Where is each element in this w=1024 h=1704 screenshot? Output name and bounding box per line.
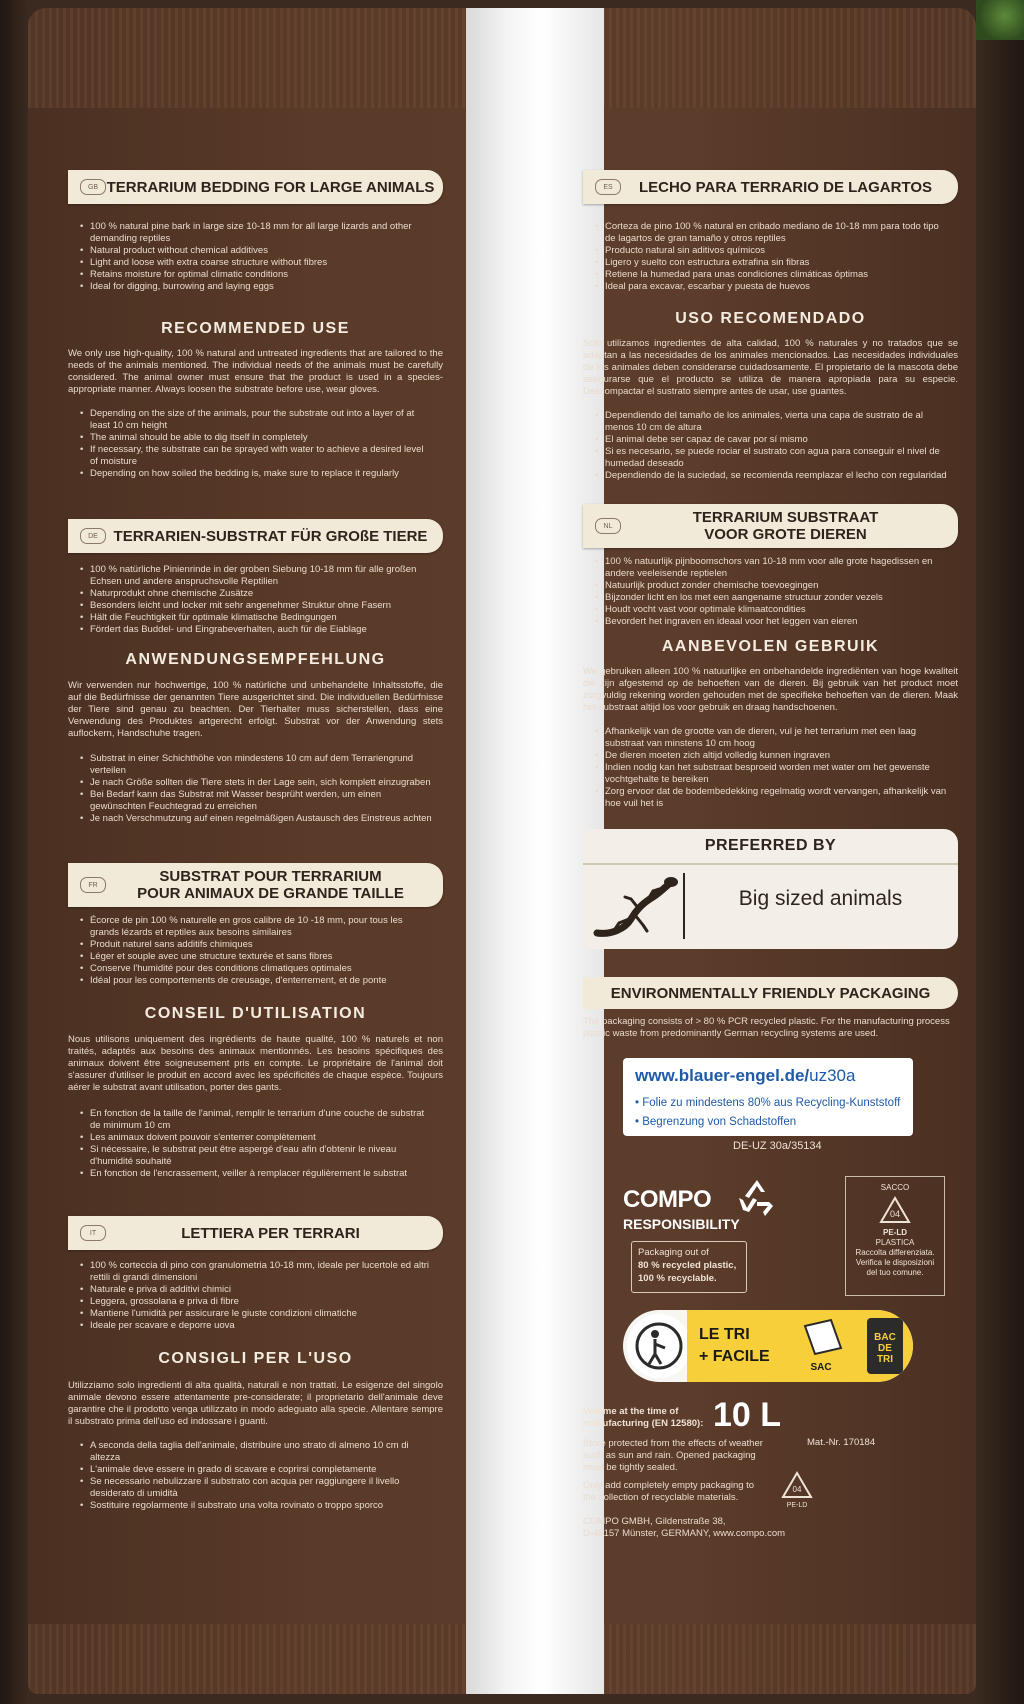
flag-de: DE xyxy=(80,528,106,544)
triman-label xyxy=(623,1310,913,1382)
list-item: • Mantiene l'umidità per assicurare le giuste condizioni climatiche xyxy=(78,1308,433,1320)
section-title xyxy=(106,868,443,902)
list-item: • Sostituire regolarmente il substrato una volta rovinato o troppo sporco xyxy=(78,1500,433,1512)
list-item: • Les animaux doivent pouvoir s'enterrer complètement xyxy=(78,1132,433,1144)
usage-text-fr: Nous utilisons uniquement des ingrédients de haute qualité, 100 % naturels et non traités, adaptés aux besoins des animaux mentionnés. Les besoins spécifiques des animaux doivent être soigneusement pris en compte. Le propriétaire de l'animal doit s'assurer d'utiliser le produit en accord avec les spécificités de chaque espèce. Toujours aérer le substrat avant utilisation, porter des gants. xyxy=(68,1034,443,1093)
subheading-fr: CONSEIL D'UTILISATION xyxy=(144,1005,367,1022)
list-item: • Ligero y suelto con estructura extrafina sin fibras xyxy=(593,257,948,269)
list-item: • Producto natural sin aditivos químicos xyxy=(593,245,948,257)
plastica-label: PLASTICA xyxy=(875,1238,915,1247)
triman-icon xyxy=(627,1314,691,1378)
url-suffix: uz30a xyxy=(809,1066,856,1085)
address-line-1: COMPO GMBH, Gildenstraße 38, xyxy=(583,1516,726,1527)
preferred-by-title: PREFERRED BY xyxy=(583,829,958,865)
list-item: • Bevordert het ingraven en ideaal voor het leggen van eieren xyxy=(593,616,948,628)
list-item: • Idéal pour les comportements de creusage, d'enterrement, et de ponte xyxy=(78,975,433,987)
list-item: • Leggera, grossolana e priva di fibre xyxy=(78,1296,433,1308)
lizard-icon xyxy=(591,873,681,939)
volume-label-line-2: manufacturing (EN 12580): xyxy=(583,1418,704,1429)
compo-responsibility-text: RESPONSIBILITY xyxy=(623,1216,740,1232)
list-item: • Afhankelijk van de grootte van de dieren, vul je het terrarium met een laag substraat van minstens 10 cm hoog xyxy=(593,726,948,750)
flag-gb: GB xyxy=(80,179,106,195)
pe-ld-label: PE-LD xyxy=(786,1502,808,1509)
list-item: • 100 % corteccia di pino con granulometria 10-18 mm, ideale per lucertole ed altri rettili di grandi dimensioni xyxy=(78,1260,433,1284)
resin-code: 04 xyxy=(792,1485,802,1494)
list-item: • Corteza de pino 100 % natural en cribado mediano de 10-18 mm para todo tipo de lagartos de gran tamaño y otros reptiles xyxy=(593,221,948,245)
resin-code: 04 xyxy=(889,1209,901,1219)
usage-list-de xyxy=(78,753,433,825)
list-item: • Retains moisture for optimal climatic conditions xyxy=(78,269,433,281)
info-line-2: 80 % recycled plastic, xyxy=(638,1260,737,1271)
blauer-engel-url xyxy=(635,1066,855,1086)
blauer-engel-box xyxy=(623,1058,913,1136)
preferred-by-text: Big sized animals xyxy=(738,887,903,910)
list-item: • Light and loose with extra coarse structure without fibres xyxy=(78,257,433,269)
info-line-1: Packaging out of xyxy=(638,1247,709,1258)
list-item: • Fördert das Buddel- und Eingrabeverhalten, auch für die Eiablage xyxy=(78,624,433,636)
le-tri-text xyxy=(699,1324,770,1368)
bac-line-1: BAC xyxy=(874,1332,896,1343)
pe-ld-label: PE-LD xyxy=(883,1228,907,1237)
section-header-de xyxy=(68,519,443,553)
feature-list-fr xyxy=(78,915,433,987)
usage-list-it xyxy=(78,1440,433,1512)
compo-responsibility-logo xyxy=(623,1176,763,1236)
list-item: • Indien nodig kan het substraat besproeid worden met water om het gewenste vochtgehalte te bereiken xyxy=(593,762,948,786)
usage-text-it: Utilizziamo solo ingredienti di alta qualità, naturali e non trattati. Le esigenze del singolo animale devono essere attentamente pre-considerate; il proprietario dell'animale deve garantire che il prodotto venga utilizzato in modo adeguato alla specie. Allentare sempre il substrato prima dell'uso ed indossare i guanti. xyxy=(68,1380,443,1427)
volume-label xyxy=(583,1406,703,1430)
feature-list-es xyxy=(593,221,948,293)
compo-packaging-info xyxy=(631,1241,747,1293)
list-item: • En fonction de la taille de l'animal, remplir le terrarium d'une couche de substrat de minimum 10 cm xyxy=(78,1108,433,1132)
section-title xyxy=(621,509,958,543)
list-item: • Besonders leicht und locker mit sehr angenehmer Struktur ohne Fasern xyxy=(78,600,433,612)
list-item: • Dependiendo de la suciedad, se recomienda reemplazar el lecho con regularidad xyxy=(593,470,948,482)
feature-list-nl xyxy=(593,556,948,628)
list-item: • Depending on the size of the animals, pour the substrate out into a layer of at least 10 cm height xyxy=(78,408,433,432)
list-item: • 100 % natural pine bark in large size 10-18 mm for all large lizards and other demanding reptiles xyxy=(78,221,433,245)
list-item: • Folie zu mindestens 80% aus Recycling-Kunststoff xyxy=(635,1094,900,1113)
list-item: • En fonction de l'encrassement, veiller à remplacer régulièrement le substrat xyxy=(78,1168,433,1180)
flag-nl: NL xyxy=(595,518,621,534)
list-item: • Je nach Verschmutzung auf einen regelmäßigen Austausch des Einstreus achten xyxy=(78,813,433,825)
env-packaging-text: The packaging consists of > 80 % PCR recycled plastic. For the manufacturing process plastic waste from predominantly German recycling systems are used. xyxy=(583,1016,950,1039)
list-item: • Ideal for digging, burrowing and laying eggs xyxy=(78,281,433,293)
list-item: • De dieren moeten zich altijd volledig kunnen ingraven xyxy=(593,750,948,762)
sacco-recycling-box xyxy=(845,1176,945,1296)
list-item: • Ideale per scavare e deporre uova xyxy=(78,1320,433,1332)
recycle-icon xyxy=(735,1176,779,1220)
recycle-triangle-icon xyxy=(878,1195,912,1225)
subheading-es: USO RECOMENDADO xyxy=(675,310,866,327)
volume-label-line-1: Volume at the time of xyxy=(583,1406,679,1417)
list-item: • Houdt vocht vast voor optimale klimaatcondities xyxy=(593,604,948,616)
list-item: • Hält die Feuchtigkeit für optimale klimatische Bedingungen xyxy=(78,612,433,624)
subheading-it: CONSIGLI PER L'USO xyxy=(158,1350,353,1367)
blauer-engel-code: DE-UZ 30a/35134 xyxy=(733,1140,822,1152)
bac-line-2: DE xyxy=(878,1343,892,1354)
address-line-2: D-48157 Münster, GERMANY, www.compo.com xyxy=(583,1528,786,1539)
list-item: • Zorg ervoor dat de bodembedekking regelmatig wordt vervangen, afhankelijk van hoe vuil het is xyxy=(593,786,948,810)
material-number: Mat.-Nr. 170184 xyxy=(807,1437,876,1448)
plant-leaves xyxy=(976,0,1024,40)
list-item: • Si es necesario, se puede rociar el sustrato con agua para conseguir el nivel de humedad deseado xyxy=(593,446,948,470)
section-title: LECHO PARA TERRARIO DE LAGARTOS xyxy=(638,178,933,196)
list-item: • A seconda della taglia dell'animale, distribuire uno strato di almeno 10 cm di altezza xyxy=(78,1440,433,1464)
url-main: www.blauer-engel.de/ xyxy=(635,1066,810,1085)
sac-icon xyxy=(795,1318,847,1374)
sacco-note-2: Verifica le disposizioni xyxy=(855,1258,935,1267)
preferred-by-box xyxy=(583,829,958,949)
usage-list-nl xyxy=(593,726,948,810)
le-tri-line-1: LE TRI xyxy=(699,1326,750,1343)
section-header-it xyxy=(68,1216,443,1250)
usage-list-es xyxy=(593,410,948,482)
title-line-2: VOOR GROTE DIEREN xyxy=(704,526,867,543)
title-line-1: SUBSTRAT POUR TERRARIUM xyxy=(159,868,382,885)
title-line-2: POUR ANIMAUX DE GRANDE TAILLE xyxy=(137,885,404,902)
list-item: • Ideal para excavar, escarbar y puesta de huevos xyxy=(593,281,948,293)
list-item: • El animal debe ser capaz de cavar por sí mismo xyxy=(593,434,948,446)
subheading-de: ANWENDUNGSEMPFEHLUNG xyxy=(125,651,386,668)
disposal-instructions: Only add completely empty packaging to the collection of recyclable materials. xyxy=(583,1480,755,1503)
list-item: • Conserve l'humidité pour des conditions climatiques optimales xyxy=(78,963,433,975)
feature-list-en xyxy=(78,221,433,293)
section-header-nl xyxy=(583,504,958,548)
flag-es: ES xyxy=(595,179,621,195)
usage-list-en xyxy=(78,408,433,480)
usage-text-nl: We gebruiken alleen 100 % natuurlijke en onbehandelde ingrediënten van hoge kwaliteit die zijn afgestemd op de behoeften van de dieren. Bij gebruik van het product moet zorgvuldig rekening worden gehouden met de specifieke behoeften van de dieren. Maak het substraat altijd los voor gebruik en draag handschoenen. xyxy=(583,666,958,713)
list-item: • Naturale e priva di additivi chimici xyxy=(78,1284,433,1296)
section-header-en xyxy=(68,170,443,204)
list-item: • Je nach Größe sollten die Tiere stets in der Lage sein, sich komplett einzugraben xyxy=(78,777,433,789)
bac-de-tri-icon xyxy=(867,1318,903,1374)
list-item: • Si nécessaire, le substrat peut être aspergé d'eau afin d'obtenir le niveau d'humidité souhaité xyxy=(78,1144,433,1168)
list-item: • Natuurlijk product zonder chemische toevoegingen xyxy=(593,580,948,592)
blauer-engel-list xyxy=(635,1094,900,1132)
list-item: • Naturprodukt ohne chemische Zusätze xyxy=(78,588,433,600)
section-title: LETTIERA PER TERRARI xyxy=(181,1224,360,1242)
list-item: • Produit naturel sans additifs chimiques xyxy=(78,939,433,951)
section-title: TERRARIEN-SUBSTRAT FÜR GROßE TIERE xyxy=(113,527,428,545)
sacco-note-3: del tuo comune. xyxy=(866,1268,924,1277)
divider xyxy=(683,873,685,939)
feature-list-it xyxy=(78,1260,433,1332)
list-item: • Dependiendo del tamaño de los animales, vierta una capa de sustrato de al menos 10 cm de altura xyxy=(593,410,948,434)
compo-wordmark: COMPO xyxy=(623,1186,712,1213)
sacco-label: SACCO xyxy=(880,1183,910,1192)
info-line-3: 100 % recyclable. xyxy=(638,1273,717,1284)
list-item: • Depending on how soiled the bedding is, make sure to replace it regularly xyxy=(78,468,433,480)
list-item: • Écorce de pin 100 % naturelle en gros calibre de 10 -18 mm, pour tous les grands lézards et reptiles aux besoins similaires xyxy=(78,915,433,939)
flag-it: IT xyxy=(80,1225,106,1241)
list-item: • L'animale deve essere in grado di scavare e coprirsi completamente xyxy=(78,1464,433,1476)
list-item: • Bei Bedarf kann das Substrat mit Wasser besprüht werden, um einen gewünschten Feuchtegrad zu erreichen xyxy=(78,789,433,813)
section-header-fr xyxy=(68,863,443,907)
bac-line-3: TRI xyxy=(876,1354,894,1365)
usage-text-es: Sólo utilizamos ingredientes de alta calidad, 100 % naturales y no tratados que se adaptan a las necesidades de los animales mencionados. Las necesidades individuales de los animales deben considerarse cuidadosamente. El propietario de la mascota debe asegurarse que el producto se utiliza de manera apropiada para su especie. Descompactar el sustrato siempre antes de usar, use guantes. xyxy=(583,338,958,397)
list-item: • Retiene la humedad para unas condiciones climáticas óptimas xyxy=(593,269,948,281)
env-packaging-header: ENVIRONMENTALLY FRIENDLY PACKAGING xyxy=(583,977,958,1009)
feature-list-de xyxy=(78,564,433,636)
flag-fr: FR xyxy=(80,877,106,893)
section-title: TERRARIUM BEDDING FOR LARGE ANIMALS xyxy=(106,178,435,196)
list-item: • Natural product without chemical additives xyxy=(78,245,433,257)
list-item: • If necessary, the substrate can be sprayed with water to achieve a desired level of moisture xyxy=(78,444,433,468)
list-item: • Substrat in einer Schichthöhe von mindestens 10 cm auf dem Terrariengrund verteilen xyxy=(78,753,433,777)
title-line-1: TERRARIUM SUBSTRAAT xyxy=(692,509,879,526)
background-right xyxy=(976,0,1024,1704)
usage-list-fr xyxy=(78,1108,433,1180)
background-left xyxy=(0,0,28,1704)
storage-instructions: Store protected from the effects of weather such as sun and rain. Opened packaging must be tightly sealed. xyxy=(583,1438,763,1473)
sacco-note-1: Raccolta differenziata. xyxy=(855,1248,935,1257)
pe-ld-recycle-icon xyxy=(779,1470,815,1510)
list-item: • Begrenzung von Schadstoffen xyxy=(635,1113,900,1132)
list-item: • Léger et souple avec une structure texturée et sans fibres xyxy=(78,951,433,963)
usage-text-de: Wir verwenden nur hochwertige, 100 % natürliche und unbehandelte Inhaltsstoffe, die auf die Bedürfnisse der genannten Tiere ausgerichtet sind. Die individuellen Bedürfnisse der Tiere sind genau zu beachten. Der Tierhalter muss sicherstellen, dass eine Verwendung des Produktes artgerecht erfolgt. Substrat vor der Anwendung stets auflockern, Handschuhe tragen. xyxy=(68,680,443,739)
list-item: • Bijzonder licht en los met een aangename structuur zonder vezels xyxy=(593,592,948,604)
subheading-en: RECOMMENDED USE xyxy=(161,320,350,337)
product-bag-back xyxy=(28,8,976,1694)
list-item: • 100 % natürliche Pinienrinde in der groben Siebung 10-18 mm für alle großen Echsen und andere anspruchsvolle Reptilien xyxy=(78,564,433,588)
volume-value: 10 L xyxy=(713,1396,782,1434)
list-item: • 100 % natuurlijk pijnboomschors van 10-18 mm voor alle grote hagedissen en andere veeleisende reptielen xyxy=(593,556,948,580)
subheading-nl: AANBEVOLEN GEBRUIK xyxy=(661,638,880,655)
section-header-es xyxy=(583,170,958,204)
list-item: • Se necessario nebulizzare il substrato con acqua per raggiungere il livello desiderato di umidità xyxy=(78,1476,433,1500)
le-tri-line-2: + FACILE xyxy=(699,1348,770,1365)
list-item: • The animal should be able to dig itself in completely xyxy=(78,432,433,444)
usage-text-en: We only use high-quality, 100 % natural and untreated ingredients that are tailored to the needs of the animals mentioned. The individual needs of the animals must be carefully considered. The animal owner must ensure that the product is used in a species-appropriate manner. Always loosen the substrate before use, wear gloves. xyxy=(68,348,443,395)
sac-label: SAC xyxy=(810,1362,832,1373)
company-address xyxy=(583,1516,803,1540)
